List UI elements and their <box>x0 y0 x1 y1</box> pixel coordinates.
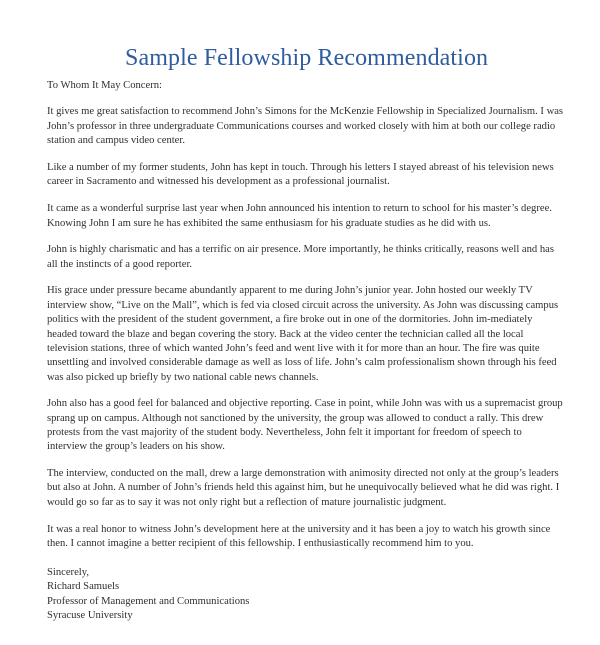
signer-title: Professor of Management and Communications <box>47 595 250 607</box>
paragraph-grace-under-pressure: His grace under pressure became abundantly apparent to me during John’s junior year. John hosted our weekly TV interview show, “Live on the Mall”, which is fed via closed circuit across the university. As John was discussing campus politics with the president of the student government, a fire broke out in one of the dormitories. John im-mediately headed toward the blaze and began covering the story. Back at the video center the technician called all the local television stations, three of which wanted John’s feed and went live with it for more than an hour. The fire was quite unsettling and involved considerable damage as well as loss of life. John’s calm professionalism shown through his feed was also picked up briefly by two national cable news channels. <box>47 285 559 383</box>
closing-text: Sincerely, <box>47 566 89 578</box>
paragraph-charisma: John is highly charismatic and has a terrific on air presence. More importantly, he thinks critically, reasons well and has all the instincts of a good reporter. <box>47 244 554 270</box>
salutation: To Whom It May Concern: <box>47 80 162 91</box>
signer-organization: Syracuse University <box>47 610 133 622</box>
paragraph-balanced-reporting: John also has a good feel for balanced and objective reporting. Case in point, while John was with us a supremacist group sprang up on campus. Although not sanctioned by the university, the group was allowed to conduct a rally. This drew protests from the vast majority of the student body. Nevertheless, John felt it important for freedom of speech to interview the group’s leaders on his show. <box>47 398 563 453</box>
paragraph-closing-recommendation: It was a real honor to witness John’s development here at the university and it has been a joy to watch his growth since then. I cannot imagine a better recipient of this fellowship. I enthusiastically recommend him to you. <box>47 523 551 550</box>
paragraph-keeping-in-touch: Like a number of my former students, John has kept in touch. Through his letters I stayed abreast of his television news career in Sacramento and witnessed his development as a professional journalist. <box>47 161 554 188</box>
paragraph-interview: The interview, conducted on the mall, drew a large demonstration with animosity directed not only at the group’s leaders but also at John. A number of John’s friends held this against him, but he unequivocally believed what he did was right. I would go so far as to say it was not only right but a reflection of mature journalistic judgment. <box>47 467 560 508</box>
document-title: Sample Fellowship Recommendation <box>125 45 489 71</box>
paragraph-return-to-school: It came as a wonderful surprise last year when John announced his intention to return to school for his master’s degree. Knowing John I am sure he has exhibited the same enthusiasm for his graduate studies as he did with us. <box>47 202 552 229</box>
signature-block <box>47 566 564 624</box>
signer-name: Richard Samuels <box>47 581 120 593</box>
paragraph-introduction: It gives me great satisfaction to recommend John’s Simons for the McKenzie Fellowship in Specialized Journalism. I was John’s professor in three undergraduate Communications courses and worked closely with him at both our college radio station and campus video center. <box>47 106 564 147</box>
